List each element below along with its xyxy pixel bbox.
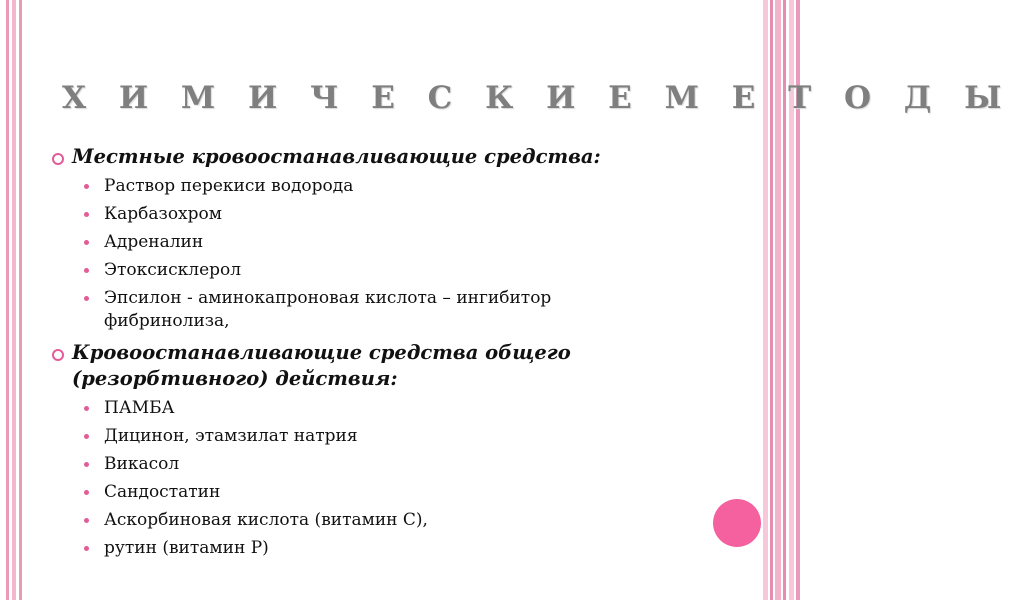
left-border-stripe	[12, 0, 16, 600]
left-border-stripe	[19, 0, 22, 600]
section-bullet-icon	[52, 349, 64, 361]
section-heading: Кровоостанавливающие средства общего	[72, 341, 571, 364]
list-item: Адреналин	[104, 232, 204, 252]
list-item: Эпсилон - аминокапроновая кислота – ингибитор	[104, 288, 552, 308]
bullet-icon	[84, 518, 89, 523]
list-item: Сандостатин	[104, 482, 221, 502]
bullet-icon	[84, 546, 89, 551]
bullet-icon	[84, 490, 89, 495]
section-heading-continuation: (резорбтивного) действия:	[72, 367, 398, 390]
bullet-icon	[84, 184, 89, 189]
section-bullet-icon	[52, 153, 64, 165]
section-heading: Местные кровоостанавливающие средства:	[72, 145, 601, 168]
bullet-icon	[84, 268, 89, 273]
list-item: Карбазохром	[104, 204, 222, 224]
bullet-icon	[84, 434, 89, 439]
bullet-icon	[84, 212, 89, 217]
list-item: Этоксисклерол	[104, 260, 242, 280]
left-border-stripe	[6, 0, 9, 600]
list-item: ПАМБА	[104, 398, 175, 418]
bullet-icon	[84, 240, 89, 245]
bullet-icon	[84, 406, 89, 411]
list-item: рутин (витамин Р)	[104, 538, 269, 558]
list-item: Аскорбиновая кислота (витамин С),	[104, 510, 428, 530]
list-item: Дицинон, этамзилат натрия	[104, 426, 358, 446]
list-item: Раствор перекиси водорода	[104, 176, 354, 196]
bullet-icon	[84, 296, 89, 301]
slide-title: Х И М И Ч Е С К И Е М Е Т О Д Ы	[62, 80, 1012, 116]
list-item: Викасол	[104, 454, 180, 474]
decorative-circle	[713, 499, 761, 547]
list-item-continuation: фибринолиза,	[104, 311, 230, 331]
bullet-icon	[84, 462, 89, 467]
